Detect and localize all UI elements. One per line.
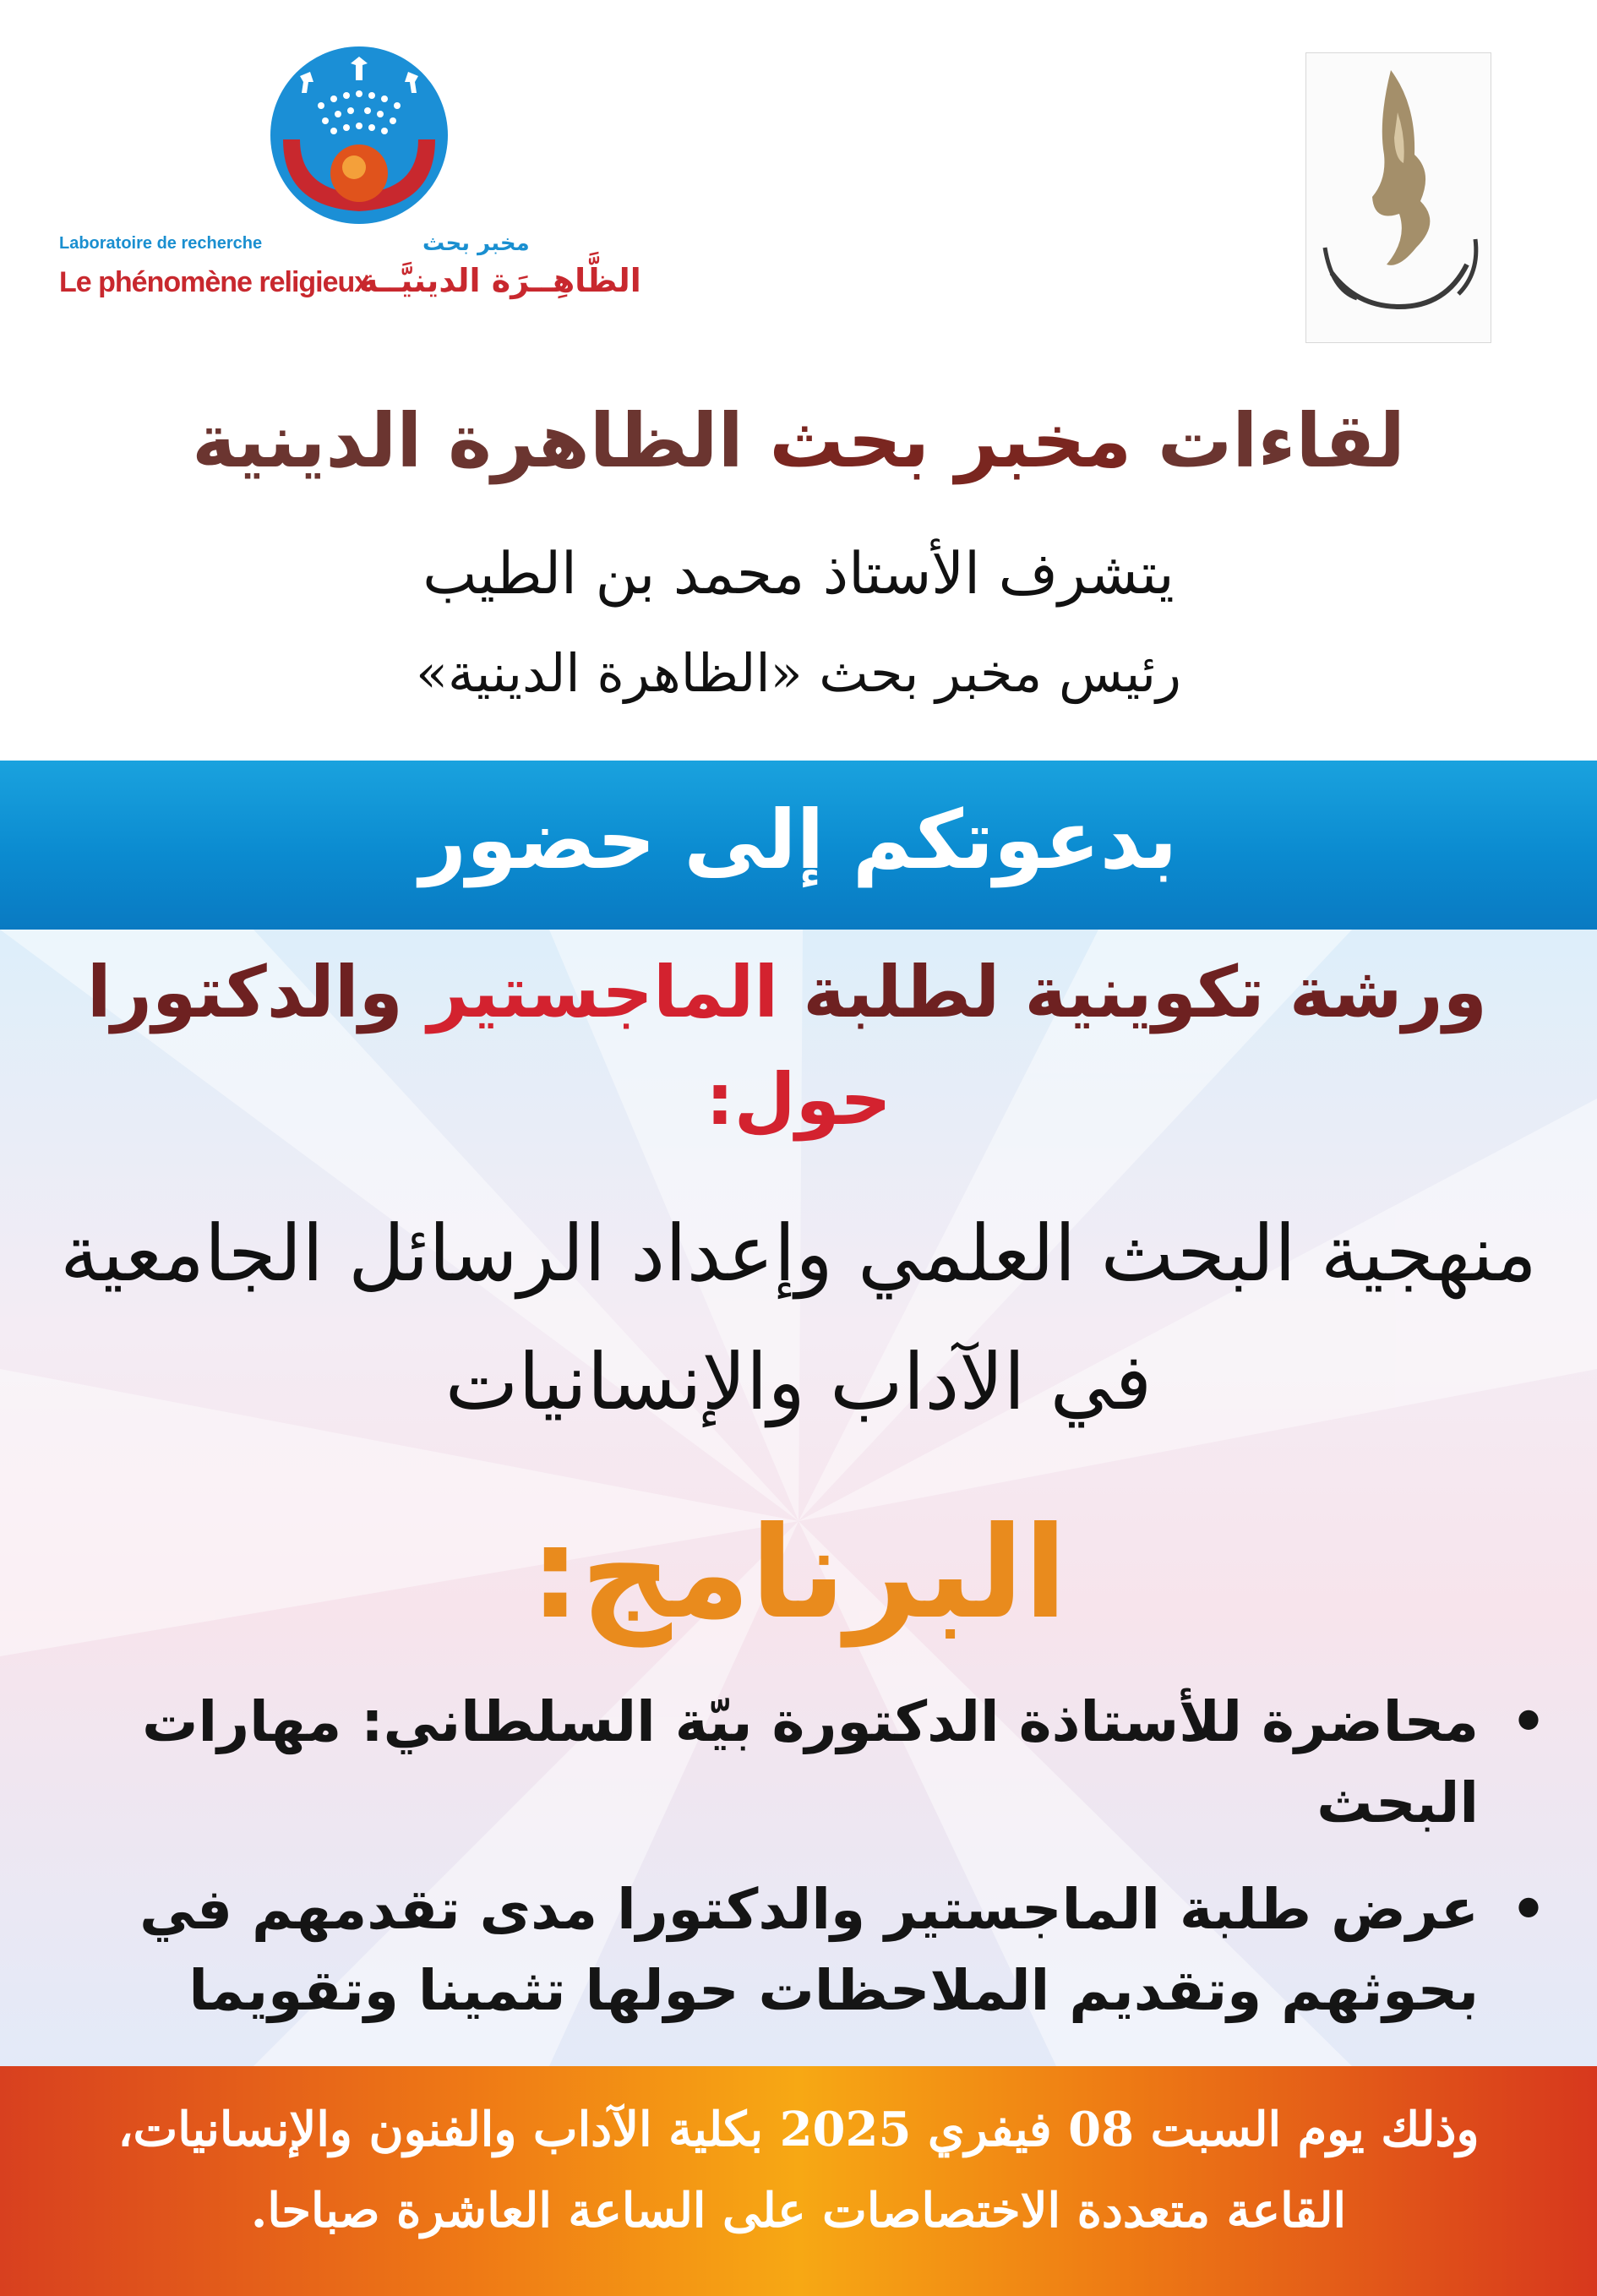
title-part-lab: مخبر بحث <box>743 397 1132 484</box>
header-section <box>0 0 1597 761</box>
workshop-part-1: ورشة تكوينية لطلبة <box>778 951 1487 1033</box>
lab-emblem-icon <box>249 46 469 224</box>
footer-band <box>0 2066 1597 2296</box>
page-title <box>0 397 1597 484</box>
bullet-icon: • <box>1510 1689 1546 1754</box>
workshop-line-2: حول: <box>706 1058 891 1141</box>
lab-name-ar-top: مخبر بحث <box>422 231 530 256</box>
guest-line-2: رئيس مخبر بحث «الظاهرة الدينية» <box>416 642 1181 704</box>
program-item-1 <box>51 1682 1546 1844</box>
faculty-emblem-icon <box>1306 53 1491 342</box>
lab-name-ar: الظَّاهِــرَة الدينيَّــة <box>359 262 641 299</box>
invite-band <box>0 761 1597 930</box>
title-part-phenomenon: الظاهرة الدينية <box>192 397 744 484</box>
bullet-icon: • <box>1510 1877 1546 1942</box>
topic-line-2: في الآداب والإنسانيات <box>444 1337 1153 1427</box>
program-item-text: عرض طلبة الماجستير والدكتورا مدى تقدمهم في بحوثهم وتقديم الملاحظات حولها تثمينا وتقويما <box>139 1877 1479 2023</box>
program-list <box>51 1682 1546 2057</box>
workshop-part-masters: الماجستير <box>428 951 779 1033</box>
program-item-2 <box>51 1869 1546 2031</box>
workshop-line-1 <box>68 951 1487 1033</box>
lab-logo <box>59 46 651 317</box>
faculty-logo <box>1305 52 1491 343</box>
lab-name-fr-top: Laboratoire de recherche <box>59 234 263 253</box>
program-item-text: محاضرة للأستاذة الدكتورة بيّة السلطاني: مهارات البحث <box>142 1689 1479 1835</box>
topic-line-1: منهجية البحث العلمي وإعداد الرسائل الجامعية <box>60 1208 1537 1299</box>
footer-line-1: وذلك يوم السبت 08 فيفري 2025 بكلية الآداب والفنون والإنسانيات، <box>117 2102 1480 2157</box>
title-part-meetings: لقاءات <box>1131 397 1405 484</box>
footer-line-2: القاعة متعددة الاختصاصات على الساعة العاشرة صباحا. <box>250 2183 1347 2239</box>
workshop-part-doctorate: والدكتورا <box>86 951 428 1033</box>
guest-line-1: يتشرف الأستاذ محمد بن الطيب <box>422 541 1175 608</box>
program-title: البرنامج: <box>530 1500 1067 1647</box>
lab-name-fr: Le phénomène religieux <box>59 266 370 298</box>
invite-text: بدعوتكم إلى حضور <box>419 793 1178 887</box>
